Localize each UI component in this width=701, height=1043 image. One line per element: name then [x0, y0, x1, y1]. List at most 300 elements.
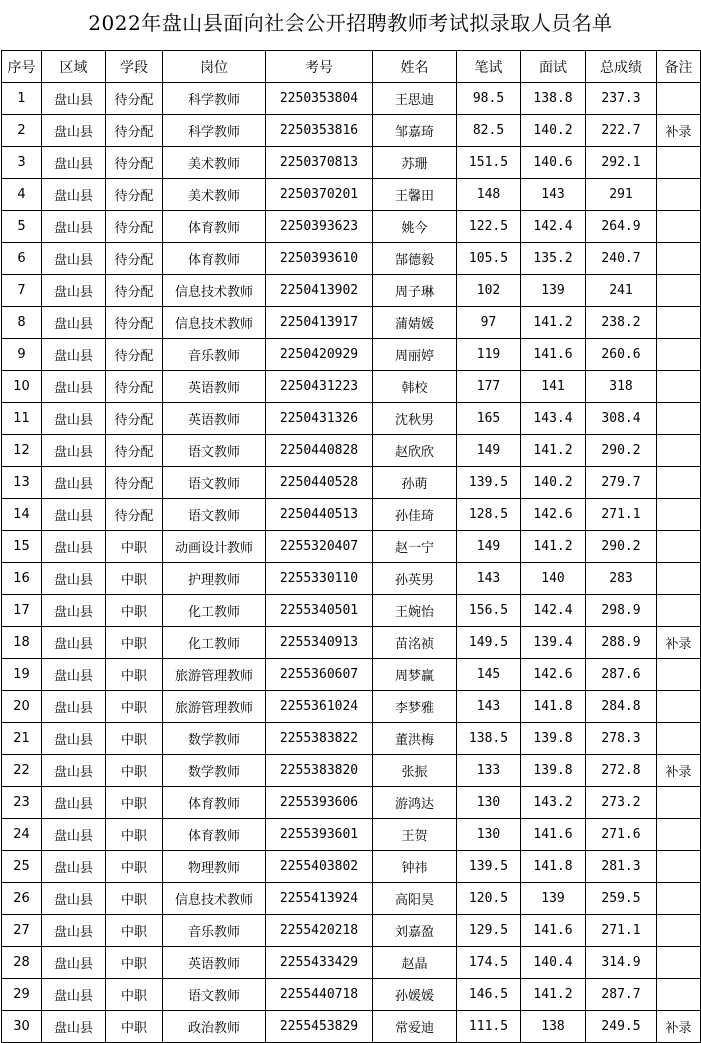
cell-name: 郜德毅: [373, 243, 457, 275]
cell-position: 体育教师: [163, 243, 266, 275]
cell-stage: 待分配: [106, 339, 163, 371]
cell-region: 盘山县: [42, 979, 106, 1011]
cell-written: 130: [457, 787, 521, 819]
table-row: [2, 915, 701, 947]
cell-index: 28: [2, 947, 42, 979]
table-row: [2, 115, 701, 147]
cell-written: 151.5: [457, 147, 521, 179]
cell-position: 物理教师: [163, 851, 266, 883]
cell-stage: 待分配: [106, 499, 163, 531]
cell-exam-id: 2255403802: [266, 851, 373, 883]
cell-name: 沈秋男: [373, 403, 457, 435]
cell-position: 科学教师: [163, 115, 266, 147]
cell-total: 278.3: [586, 723, 657, 755]
cell-exam-id: 2255393601: [266, 819, 373, 851]
cell-written: 177: [457, 371, 521, 403]
cell-interview: 141.6: [521, 339, 586, 371]
cell-total: 259.5: [586, 883, 657, 915]
cell-exam-id: 2250440528: [266, 467, 373, 499]
cell-stage: 中职: [106, 787, 163, 819]
cell-remark: [657, 787, 701, 819]
cell-stage: 中职: [106, 883, 163, 915]
cell-position: 音乐教师: [163, 915, 266, 947]
cell-written: 149: [457, 435, 521, 467]
cell-exam-id: 2250420929: [266, 339, 373, 371]
cell-index: 26: [2, 883, 42, 915]
cell-index: 18: [2, 627, 42, 659]
cell-written: 130: [457, 819, 521, 851]
cell-remark: [657, 723, 701, 755]
cell-position: 英语教师: [163, 947, 266, 979]
cell-stage: 待分配: [106, 307, 163, 339]
cell-position: 体育教师: [163, 819, 266, 851]
cell-remark: [657, 659, 701, 691]
cell-remark: [657, 595, 701, 627]
cell-remark: [657, 211, 701, 243]
cell-stage: 待分配: [106, 435, 163, 467]
cell-interview: 140.2: [521, 115, 586, 147]
cell-interview: 139.4: [521, 627, 586, 659]
cell-position: 护理教师: [163, 563, 266, 595]
cell-remark: [657, 531, 701, 563]
cell-total: 318: [586, 371, 657, 403]
cell-written: 120.5: [457, 883, 521, 915]
cell-index: 13: [2, 467, 42, 499]
cell-remark: 补录: [657, 755, 701, 787]
cell-stage: 中职: [106, 915, 163, 947]
cell-name: 董洪梅: [373, 723, 457, 755]
cell-index: 6: [2, 243, 42, 275]
cell-index: 14: [2, 499, 42, 531]
cell-position: 化工教师: [163, 595, 266, 627]
cell-region: 盘山县: [42, 723, 106, 755]
cell-written: 105.5: [457, 243, 521, 275]
cell-region: 盘山县: [42, 531, 106, 563]
cell-written: 98.5: [457, 83, 521, 115]
cell-remark: [657, 403, 701, 435]
cell-region: 盘山县: [42, 435, 106, 467]
table-row: [2, 723, 701, 755]
cell-region: 盘山县: [42, 755, 106, 787]
cell-index: 2: [2, 115, 42, 147]
table-row: [2, 403, 701, 435]
table-row: [2, 83, 701, 115]
cell-index: 20: [2, 691, 42, 723]
cell-written: 139.5: [457, 851, 521, 883]
table-row: [2, 243, 701, 275]
cell-remark: [657, 947, 701, 979]
cell-exam-id: 2250370813: [266, 147, 373, 179]
cell-name: 赵欣欣: [373, 435, 457, 467]
cell-interview: 141.8: [521, 691, 586, 723]
cell-stage: 中职: [106, 531, 163, 563]
table-row: [2, 1011, 701, 1043]
cell-interview: 142.6: [521, 499, 586, 531]
cell-index: 17: [2, 595, 42, 627]
cell-remark: [657, 915, 701, 947]
cell-index: 22: [2, 755, 42, 787]
header-interview: 面试: [521, 51, 586, 83]
cell-name: 王思迪: [373, 83, 457, 115]
cell-stage: 中职: [106, 947, 163, 979]
cell-name: 孙萌: [373, 467, 457, 499]
cell-total: 298.9: [586, 595, 657, 627]
cell-total: 272.8: [586, 755, 657, 787]
cell-region: 盘山县: [42, 307, 106, 339]
cell-position: 信息技术教师: [163, 307, 266, 339]
cell-position: 语文教师: [163, 435, 266, 467]
cell-remark: [657, 563, 701, 595]
cell-exam-id: 2255340501: [266, 595, 373, 627]
cell-exam-id: 2255361024: [266, 691, 373, 723]
cell-interview: 140: [521, 563, 586, 595]
cell-position: 语文教师: [163, 467, 266, 499]
cell-remark: [657, 339, 701, 371]
cell-remark: [657, 435, 701, 467]
cell-index: 9: [2, 339, 42, 371]
cell-index: 29: [2, 979, 42, 1011]
cell-stage: 待分配: [106, 243, 163, 275]
table-row: [2, 307, 701, 339]
cell-position: 音乐教师: [163, 339, 266, 371]
cell-region: 盘山县: [42, 563, 106, 595]
cell-written: 165: [457, 403, 521, 435]
cell-remark: [657, 467, 701, 499]
cell-name: 蒲婧媛: [373, 307, 457, 339]
cell-interview: 143: [521, 179, 586, 211]
cell-name: 姚今: [373, 211, 457, 243]
table-row: [2, 499, 701, 531]
cell-interview: 142.6: [521, 659, 586, 691]
cell-name: 游鸿达: [373, 787, 457, 819]
cell-remark: [657, 147, 701, 179]
cell-stage: 中职: [106, 979, 163, 1011]
header-stage: 学段: [106, 51, 163, 83]
cell-remark: [657, 307, 701, 339]
cell-interview: 140.4: [521, 947, 586, 979]
cell-written: 146.5: [457, 979, 521, 1011]
cell-written: 82.5: [457, 115, 521, 147]
cell-region: 盘山县: [42, 179, 106, 211]
cell-name: 赵一宁: [373, 531, 457, 563]
cell-exam-id: 2255393606: [266, 787, 373, 819]
cell-interview: 142.4: [521, 211, 586, 243]
cell-index: 4: [2, 179, 42, 211]
cell-position: 语文教师: [163, 979, 266, 1011]
cell-index: 3: [2, 147, 42, 179]
cell-region: 盘山县: [42, 915, 106, 947]
cell-index: 15: [2, 531, 42, 563]
cell-stage: 中职: [106, 563, 163, 595]
cell-region: 盘山县: [42, 627, 106, 659]
cell-total: 290.2: [586, 531, 657, 563]
cell-region: 盘山县: [42, 595, 106, 627]
cell-exam-id: 2255383820: [266, 755, 373, 787]
cell-total: 287.6: [586, 659, 657, 691]
cell-remark: [657, 979, 701, 1011]
cell-total: 290.2: [586, 435, 657, 467]
cell-written: 138.5: [457, 723, 521, 755]
cell-position: 语文教师: [163, 499, 266, 531]
cell-name: 张振: [373, 755, 457, 787]
cell-written: 133: [457, 755, 521, 787]
cell-name: 苗洺祯: [373, 627, 457, 659]
cell-index: 16: [2, 563, 42, 595]
cell-region: 盘山县: [42, 499, 106, 531]
cell-total: 237.3: [586, 83, 657, 115]
admission-list-table: [1, 50, 701, 1043]
table-row: [2, 179, 701, 211]
cell-exam-id: 2250440513: [266, 499, 373, 531]
cell-name: 赵晶: [373, 947, 457, 979]
table-row: [2, 531, 701, 563]
table-row: [2, 435, 701, 467]
table-row: [2, 787, 701, 819]
cell-total: 308.4: [586, 403, 657, 435]
cell-position: 数学教师: [163, 723, 266, 755]
cell-position: 英语教师: [163, 371, 266, 403]
cell-interview: 141.6: [521, 915, 586, 947]
cell-stage: 中职: [106, 691, 163, 723]
cell-interview: 141.2: [521, 531, 586, 563]
cell-total: 238.2: [586, 307, 657, 339]
cell-position: 科学教师: [163, 83, 266, 115]
cell-position: 英语教师: [163, 403, 266, 435]
cell-stage: 待分配: [106, 179, 163, 211]
cell-position: 体育教师: [163, 211, 266, 243]
cell-interview: 141.2: [521, 307, 586, 339]
cell-position: 美术教师: [163, 147, 266, 179]
cell-remark: [657, 851, 701, 883]
cell-written: 149.5: [457, 627, 521, 659]
cell-position: 信息技术教师: [163, 883, 266, 915]
cell-remark: [657, 691, 701, 723]
cell-stage: 待分配: [106, 403, 163, 435]
cell-index: 21: [2, 723, 42, 755]
cell-index: 19: [2, 659, 42, 691]
table-row: [2, 147, 701, 179]
cell-exam-id: 2255330110: [266, 563, 373, 595]
cell-region: 盘山县: [42, 115, 106, 147]
cell-stage: 待分配: [106, 211, 163, 243]
cell-region: 盘山县: [42, 883, 106, 915]
cell-remark: [657, 83, 701, 115]
table-row: [2, 947, 701, 979]
cell-name: 韩校: [373, 371, 457, 403]
cell-stage: 中职: [106, 755, 163, 787]
header-exam-id: 考号: [266, 51, 373, 83]
cell-index: 25: [2, 851, 42, 883]
cell-interview: 143.2: [521, 787, 586, 819]
cell-written: 111.5: [457, 1011, 521, 1043]
cell-region: 盘山县: [42, 211, 106, 243]
cell-region: 盘山县: [42, 851, 106, 883]
cell-written: 119: [457, 339, 521, 371]
cell-name: 李梦雅: [373, 691, 457, 723]
cell-remark: 补录: [657, 1011, 701, 1043]
cell-total: 264.9: [586, 211, 657, 243]
cell-total: 287.7: [586, 979, 657, 1011]
cell-interview: 141.8: [521, 851, 586, 883]
cell-name: 孙英男: [373, 563, 457, 595]
cell-name: 高阳昊: [373, 883, 457, 915]
cell-written: 129.5: [457, 915, 521, 947]
cell-region: 盘山县: [42, 339, 106, 371]
cell-index: 8: [2, 307, 42, 339]
cell-exam-id: 2255433429: [266, 947, 373, 979]
cell-index: 11: [2, 403, 42, 435]
cell-stage: 待分配: [106, 83, 163, 115]
cell-stage: 中职: [106, 659, 163, 691]
cell-exam-id: 2250370201: [266, 179, 373, 211]
cell-interview: 139: [521, 275, 586, 307]
cell-interview: 141.2: [521, 435, 586, 467]
cell-name: 刘嘉盈: [373, 915, 457, 947]
cell-interview: 141.6: [521, 819, 586, 851]
cell-exam-id: 2255320407: [266, 531, 373, 563]
cell-region: 盘山县: [42, 819, 106, 851]
cell-exam-id: 2255440718: [266, 979, 373, 1011]
cell-interview: 139.8: [521, 755, 586, 787]
cell-stage: 中职: [106, 595, 163, 627]
cell-interview: 141.2: [521, 979, 586, 1011]
cell-total: 271.1: [586, 915, 657, 947]
page-title: 2022年盘山县面向社会公开招聘教师考试拟录取人员名单: [88, 11, 613, 35]
header-position: 岗位: [163, 51, 266, 83]
cell-total: 240.7: [586, 243, 657, 275]
cell-written: 174.5: [457, 947, 521, 979]
cell-written: 128.5: [457, 499, 521, 531]
cell-position: 化工教师: [163, 627, 266, 659]
cell-index: 1: [2, 83, 42, 115]
cell-stage: 中职: [106, 723, 163, 755]
table-row: [2, 595, 701, 627]
table-row: [2, 371, 701, 403]
cell-region: 盘山县: [42, 83, 106, 115]
cell-exam-id: 2255453829: [266, 1011, 373, 1043]
cell-index: 5: [2, 211, 42, 243]
cell-index: 12: [2, 435, 42, 467]
cell-interview: 140.6: [521, 147, 586, 179]
cell-stage: 待分配: [106, 275, 163, 307]
cell-written: 122.5: [457, 211, 521, 243]
cell-index: 30: [2, 1011, 42, 1043]
cell-position: 政治教师: [163, 1011, 266, 1043]
cell-interview: 142.4: [521, 595, 586, 627]
cell-name: 孙媛媛: [373, 979, 457, 1011]
cell-stage: 待分配: [106, 467, 163, 499]
cell-name: 王婉怡: [373, 595, 457, 627]
header-index: 序号: [2, 51, 42, 83]
cell-remark: [657, 883, 701, 915]
cell-total: 291: [586, 179, 657, 211]
cell-name: 苏珊: [373, 147, 457, 179]
cell-index: 7: [2, 275, 42, 307]
cell-total: 292.1: [586, 147, 657, 179]
cell-exam-id: 2250431326: [266, 403, 373, 435]
cell-remark: [657, 371, 701, 403]
cell-name: 邹嘉琦: [373, 115, 457, 147]
cell-written: 148: [457, 179, 521, 211]
cell-region: 盘山县: [42, 147, 106, 179]
cell-remark: [657, 499, 701, 531]
cell-remark: 补录: [657, 115, 701, 147]
cell-total: 288.9: [586, 627, 657, 659]
cell-exam-id: 2255383822: [266, 723, 373, 755]
table-row: [2, 563, 701, 595]
cell-region: 盘山县: [42, 467, 106, 499]
cell-position: 数学教师: [163, 755, 266, 787]
cell-exam-id: 2250413902: [266, 275, 373, 307]
cell-region: 盘山县: [42, 659, 106, 691]
cell-region: 盘山县: [42, 275, 106, 307]
cell-interview: 139: [521, 883, 586, 915]
cell-written: 97: [457, 307, 521, 339]
cell-written: 143: [457, 563, 521, 595]
cell-stage: 待分配: [106, 147, 163, 179]
table-row: [2, 467, 701, 499]
cell-exam-id: 2250353804: [266, 83, 373, 115]
table-row: [2, 211, 701, 243]
cell-position: 旅游管理教师: [163, 691, 266, 723]
cell-stage: 待分配: [106, 371, 163, 403]
cell-stage: 中职: [106, 1011, 163, 1043]
table-row: [2, 627, 701, 659]
table-row: [2, 883, 701, 915]
cell-index: 10: [2, 371, 42, 403]
table-row: [2, 691, 701, 723]
cell-stage: 中职: [106, 627, 163, 659]
cell-interview: 141: [521, 371, 586, 403]
cell-region: 盘山县: [42, 1011, 106, 1043]
cell-total: 249.5: [586, 1011, 657, 1043]
cell-name: 周丽婷: [373, 339, 457, 371]
cell-written: 156.5: [457, 595, 521, 627]
header-region: 区域: [42, 51, 106, 83]
table-row: [2, 339, 701, 371]
cell-total: 281.3: [586, 851, 657, 883]
cell-exam-id: 2250393610: [266, 243, 373, 275]
cell-total: 279.7: [586, 467, 657, 499]
cell-position: 旅游管理教师: [163, 659, 266, 691]
table-row: [2, 659, 701, 691]
cell-region: 盘山县: [42, 243, 106, 275]
header-total: 总成绩: [586, 51, 657, 83]
cell-position: 体育教师: [163, 787, 266, 819]
cell-written: 139.5: [457, 467, 521, 499]
cell-interview: 139.8: [521, 723, 586, 755]
cell-total: 273.2: [586, 787, 657, 819]
cell-exam-id: 2250440828: [266, 435, 373, 467]
cell-exam-id: 2250431223: [266, 371, 373, 403]
cell-interview: 138.8: [521, 83, 586, 115]
table-row: [2, 979, 701, 1011]
header-written: 笔试: [457, 51, 521, 83]
cell-position: 动画设计教师: [163, 531, 266, 563]
cell-total: 271.1: [586, 499, 657, 531]
cell-index: 27: [2, 915, 42, 947]
cell-total: 283: [586, 563, 657, 595]
cell-remark: [657, 179, 701, 211]
cell-exam-id: 2255360607: [266, 659, 373, 691]
cell-region: 盘山县: [42, 371, 106, 403]
cell-name: 周梦赢: [373, 659, 457, 691]
cell-interview: 135.2: [521, 243, 586, 275]
cell-total: 284.8: [586, 691, 657, 723]
cell-name: 王馨田: [373, 179, 457, 211]
cell-position: 信息技术教师: [163, 275, 266, 307]
cell-exam-id: 2255413924: [266, 883, 373, 915]
